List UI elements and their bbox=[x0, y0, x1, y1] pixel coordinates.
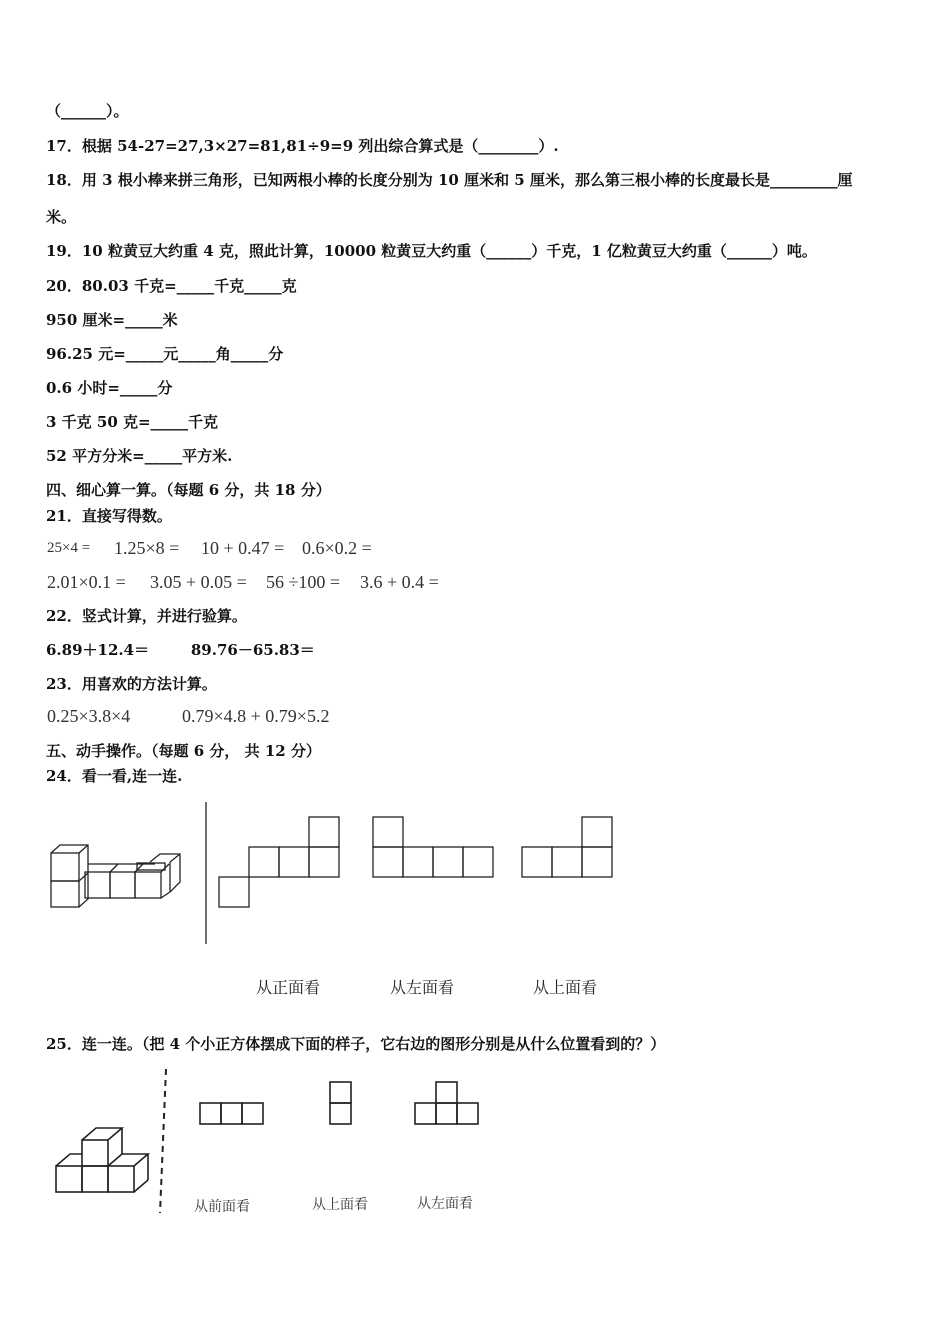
q25-view-column bbox=[330, 1082, 351, 1124]
math-r1-3: 10 + 0.47 = bbox=[201, 538, 285, 558]
question-24: 24．看一看,连一连. bbox=[46, 767, 183, 785]
question-21: 21．直接写得数。 bbox=[46, 507, 172, 525]
question-20-c: 96.25 元=_____元_____角_____分 bbox=[46, 345, 284, 363]
label-top-view-25: 从上面看 bbox=[312, 1197, 368, 1213]
question-23: 23．用喜欢的方法计算。 bbox=[46, 675, 217, 693]
section-5-heading: 五、动手操作。（每题 6 分， 共 12 分） bbox=[46, 742, 321, 760]
math-r2-3: 56 ÷100 = bbox=[266, 572, 341, 592]
q24-view-shape-1 bbox=[219, 817, 339, 907]
question-20-e: 3 千克 50 克=_____千克 bbox=[46, 413, 219, 431]
q25-3d-cubes bbox=[56, 1128, 148, 1192]
math-r1-1: 25×4 = bbox=[47, 540, 91, 556]
section-4-heading: 四、细心算一算。（每题 6 分，共 18 分） bbox=[46, 481, 331, 499]
math-r1-4: 0.6×0.2 = bbox=[302, 538, 372, 558]
question-20-f: 52 平方分米=_____平方米. bbox=[46, 447, 233, 465]
q24-figure bbox=[40, 800, 640, 960]
question-17: 17．根据 54-27=27,3×27=81,81÷9=9 列出综合算式是（________）. bbox=[46, 137, 559, 155]
q24-3d-cubes bbox=[51, 845, 180, 907]
question-20-d: 0.6 小时=_____分 bbox=[46, 379, 173, 397]
label-left-view-25: 从左面看 bbox=[417, 1196, 473, 1212]
label-top-view: 从上面看 bbox=[533, 978, 598, 997]
q25-view-row bbox=[200, 1103, 263, 1124]
question-18-cont: 米。 bbox=[46, 208, 77, 226]
label-front-view-25: 从前面看 bbox=[194, 1199, 250, 1215]
question-20: 20．80.03 千克=_____千克_____克 bbox=[46, 277, 297, 295]
math-q23-2: 0.79×4.8 + 0.79×5.2 bbox=[182, 706, 330, 726]
dashed-divider bbox=[160, 1069, 166, 1213]
label-left-view: 从左面看 bbox=[390, 978, 455, 997]
q24-view-shape-2 bbox=[373, 817, 493, 877]
question-25: 25．连一连。（把 4 个小正方体摆成下面的样子，它右边的图形分别是从什么位置看到的？） bbox=[46, 1035, 666, 1053]
math-q23-1: 0.25×3.8×4 bbox=[47, 706, 131, 726]
question-22: 22．竖式计算，并进行验算。 bbox=[46, 607, 247, 625]
question-20-b: 950 厘米=_____米 bbox=[46, 311, 178, 329]
question-18: 18．用 3 根小棒来拼三角形，已知两根小棒的长度分别为 10 厘米和 5 厘米，那么第三根小棒的长度最长是_________厘 bbox=[46, 171, 853, 189]
q24-view-shape-3 bbox=[522, 817, 612, 877]
label-front-view: 从正面看 bbox=[256, 978, 321, 997]
math-r1-2: 1.25×8 = bbox=[114, 538, 180, 558]
math-r2-2: 3.05 + 0.05 = bbox=[150, 572, 247, 592]
question-22-expressions: 6.89＋12.4＝ 89.76－65.83＝ bbox=[46, 641, 315, 659]
math-r2-1: 2.01×0.1 = bbox=[47, 572, 126, 592]
math-r2-4: 3.6 + 0.4 = bbox=[360, 572, 439, 592]
answer-blank-line: （______）。 bbox=[46, 102, 129, 120]
question-19: 19．10 粒黄豆大约重 4 克，照此计算，10000 粒黄豆大约重（______）千克，1 亿粒黄豆大约重（______）吨。 bbox=[46, 242, 817, 260]
q25-view-t-shape bbox=[415, 1082, 478, 1124]
